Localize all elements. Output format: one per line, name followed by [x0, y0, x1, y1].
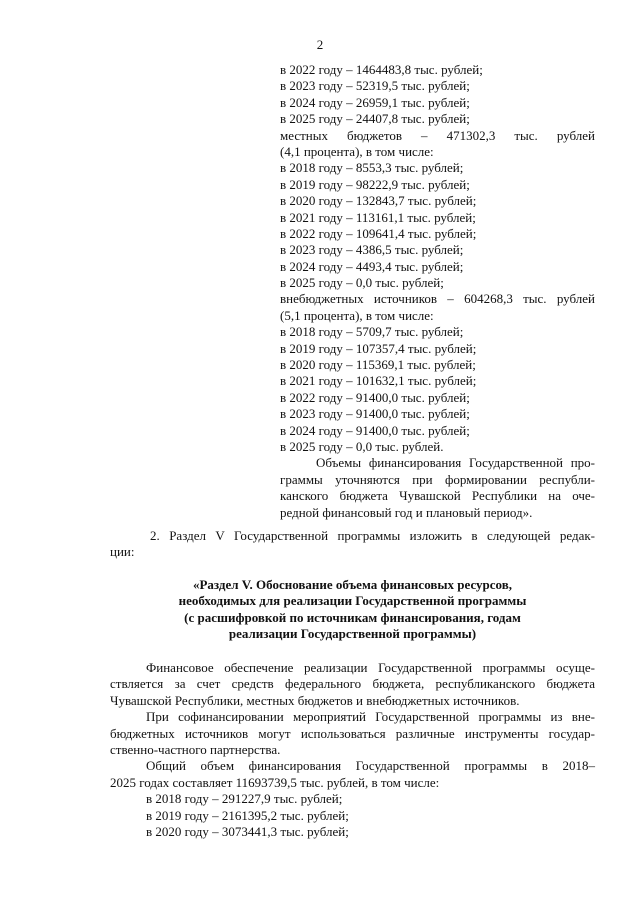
- extra-year-line: в 2024 году – 91400,0 тыс. рублей;: [280, 422, 470, 438]
- extra-year-line: в 2018 году – 5709,7 тыс. рублей;: [280, 324, 464, 340]
- extra-budget-total: внебюджетных источников – 604268,3 тыс. рублей: [280, 291, 595, 307]
- paragraph-line: Общий объем финансирования Государственной программы в 2018–: [146, 758, 595, 774]
- volumes-note-line: Объемы финансирования Государственной про-: [316, 455, 595, 471]
- year-line: в 2019 году – 2161395,2 тыс. рублей;: [146, 807, 349, 823]
- volumes-note-line: канского бюджета Чувашской Республики на оче-: [280, 488, 595, 504]
- heading-line: (с расшифровкой по источникам финансирования, годам: [184, 609, 521, 625]
- local-year-line: в 2020 году – 132843,7 тыс. рублей;: [280, 193, 477, 209]
- local-year-line: в 2023 году – 4386,5 тыс. рублей;: [280, 242, 464, 258]
- local-year-line: в 2019 году – 98222,9 тыс. рублей;: [280, 176, 470, 192]
- year-line: в 2023 году – 52319,5 тыс. рублей;: [280, 78, 470, 94]
- local-budgets-share: (4,1 процента), в том числе:: [280, 143, 434, 159]
- extra-year-line: в 2025 году – 0,0 тыс. рублей.: [280, 438, 444, 454]
- heading-line: реализации Государственной программы): [228, 626, 477, 642]
- funding-breakdown-column: [280, 62, 595, 521]
- amendment-line: ции:: [110, 544, 135, 560]
- paragraph-line: ственно-частного партнерства.: [110, 741, 281, 757]
- amendment-item-2: [110, 528, 595, 561]
- year-line: в 2020 году – 3073441,3 тыс. рублей;: [146, 823, 349, 839]
- volumes-note-line: граммы уточняются при формировании республи-: [280, 471, 595, 487]
- local-year-line: в 2025 году – 0,0 тыс. рублей;: [280, 275, 444, 291]
- extra-year-line: в 2021 году – 101632,1 тыс. рублей;: [280, 373, 477, 389]
- extra-year-line: в 2022 году – 91400,0 тыс. рублей;: [280, 389, 470, 405]
- local-year-line: в 2024 году – 4493,4 тыс. рублей;: [280, 258, 464, 274]
- heading-line: «Раздел V. Обоснование объема финансовых ресурсов,: [192, 577, 512, 592]
- year-line: в 2024 году – 26959,1 тыс. рублей;: [280, 94, 470, 110]
- paragraph-line: ствляется за счет средств федерального бюджета, республиканского бюджета: [110, 676, 595, 692]
- amendment-line: 2. Раздел V Государственной программы изложить в следующей редак-: [150, 528, 595, 543]
- year-line: в 2022 году – 1464483,8 тыс. рублей;: [280, 62, 483, 77]
- local-budgets-total: местных бюджетов – 471302,3 тыс. рублей: [280, 127, 595, 143]
- local-year-line: в 2022 году – 109641,4 тыс. рублей;: [280, 225, 477, 241]
- section-heading: [110, 577, 595, 643]
- heading-line: необходимых для реализации Государственной программы: [178, 593, 527, 609]
- extra-budget-share: (5,1 процента), в том числе:: [280, 307, 434, 323]
- extra-year-line: в 2019 году – 107357,4 тыс. рублей;: [280, 340, 477, 356]
- extra-year-line: в 2023 году – 91400,0 тыс. рублей;: [280, 406, 470, 422]
- section-body: [110, 660, 595, 840]
- page-number: 2: [316, 37, 324, 52]
- year-line: в 2018 году – 291227,9 тыс. рублей;: [146, 791, 343, 807]
- paragraph-line: 2025 годах составляет 11693739,5 тыс. рублей, в том числе:: [110, 774, 440, 790]
- volumes-note-line: редной финансовый год и плановый период».: [280, 504, 533, 520]
- paragraph-line: При софинансировании мероприятий Государственной программы из вне-: [146, 709, 595, 725]
- paragraph-line: Чувашской Республики, местных бюджетов и внебюджетных источников.: [110, 692, 520, 708]
- extra-year-line: в 2020 году – 115369,1 тыс. рублей;: [280, 357, 476, 373]
- local-year-line: в 2021 году – 113161,1 тыс. рублей;: [280, 209, 476, 225]
- paragraph-line: бюджетных источников могут использоваться различные инструменты государ-: [110, 725, 595, 741]
- local-year-line: в 2018 году – 8553,3 тыс. рублей;: [280, 160, 464, 176]
- year-line: в 2025 году – 24407,8 тыс. рублей;: [280, 111, 470, 127]
- paragraph-line: Финансовое обеспечение реализации Государственной программы осуще-: [146, 660, 595, 675]
